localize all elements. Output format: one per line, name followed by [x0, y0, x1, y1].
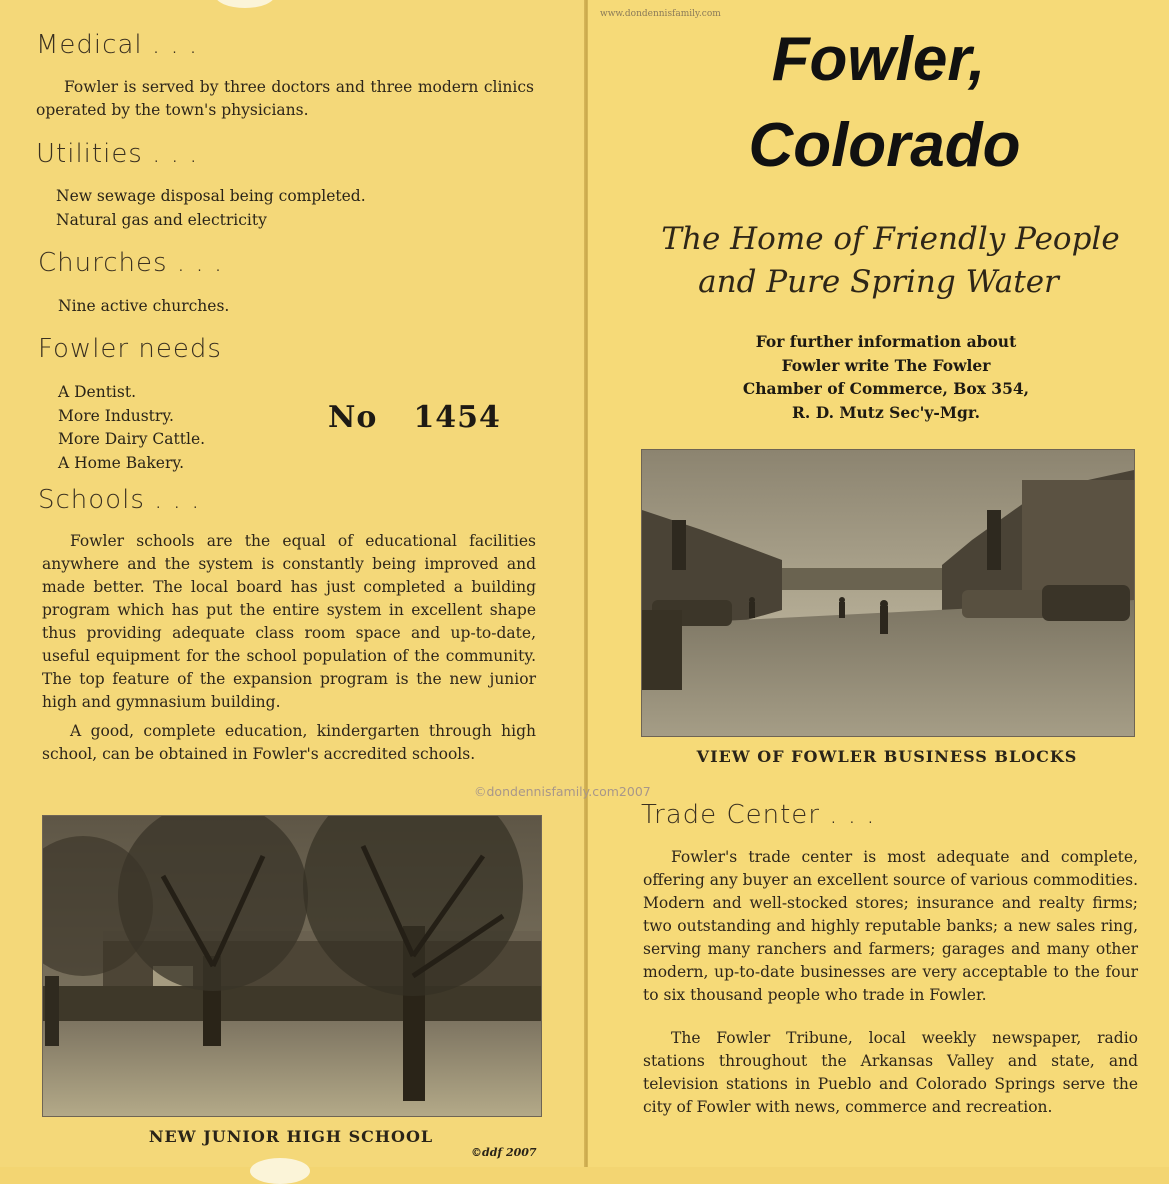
utilities-line: Natural gas and electricity: [56, 210, 267, 229]
title-line-2: Colorado: [748, 111, 1021, 180]
schools-paragraph: Fowler schools are the equal of educational facilities anywhere and the system is constantly being improved and made better. The local board has just completed a building program which has put the entire system in excellent shape thus providing adequate class room space and up-to-date, useful equipment for the school population of the community. The top feature of the expansion program is the new junior high and gymnasium building.: [42, 532, 536, 711]
churches-text: Nine active churches.: [58, 297, 230, 315]
trade-center-heading: Trade Center . . .: [641, 800, 876, 830]
watermark: ©dondennisfamily.com2007: [474, 784, 651, 799]
utilities-list: [56, 185, 366, 232]
tagline-line-1: The Home of Friendly People: [661, 221, 1120, 257]
needs-item: A Dentist.: [58, 383, 136, 401]
needs-item: More Industry.: [58, 406, 174, 425]
contact-info: [588, 330, 1169, 424]
business-blocks-caption: VIEW OF FOWLER BUSINESS BLOCKS: [696, 747, 1078, 766]
site-url: www.dondennisfamily.com: [600, 9, 721, 19]
punch-hole-bottom: [250, 1158, 310, 1184]
needs-list: [58, 381, 205, 475]
school-photo-image: [43, 816, 541, 1116]
junior-high-photo: [42, 815, 542, 1117]
churches-heading: Churches . . .: [38, 248, 224, 278]
needs-item: A Home Bakery.: [58, 453, 184, 472]
serial-prefix: No: [328, 400, 378, 435]
trade-paragraph: Fowler's trade center is most adequate and complete, offering any buyer an excellent source of various commodities. Modern and well-stocked stores; insurance and realty firms; two outstanding and highly reputable banks; a new sales ring, serving many ranchers and farmers; garages and many other modern, up-to-date businesses are very acceptable to the four to six thousand people who trade in Fowler.: [643, 848, 1138, 1004]
schools-heading: Schools . . .: [38, 485, 201, 515]
needs-item: More Dairy Cattle.: [58, 430, 206, 448]
contact-line: R. D. Mutz Sec'y-Mgr.: [792, 402, 980, 422]
business-blocks-photo: [641, 449, 1135, 737]
medical-text: Fowler is served by three doctors and three modern clinics operated by the town's physicians.: [36, 78, 534, 119]
serial-value: 1454: [413, 400, 501, 435]
utilities-line: New sewage disposal being completed.: [56, 187, 366, 205]
contact-line: For further information about: [755, 332, 1017, 351]
contact-line: Chamber of Commerce, Box 354,: [742, 379, 1030, 398]
trade-center-text: [643, 846, 1138, 1119]
utilities-heading: Utilities . . .: [36, 139, 199, 169]
schools-text: [42, 530, 536, 766]
left-panel: [0, 0, 586, 1167]
signature: ©ddf 2007: [471, 1146, 537, 1159]
street-photo-image: [642, 450, 1134, 736]
tagline-line-2: and Pure Spring Water: [698, 264, 1059, 300]
contact-line: Fowler write The Fowler: [781, 355, 991, 375]
schools-paragraph: A good, complete education, kindergarten through high school, can be obtained in Fowler's accredited schools.: [42, 722, 536, 763]
title-line-1: Fowler,: [771, 25, 986, 94]
junior-high-caption: NEW JUNIOR HIGH SCHOOL: [148, 1127, 434, 1146]
punch-hole-top: [215, 0, 275, 8]
medical-heading: Medical . . .: [36, 30, 199, 60]
trade-paragraph: The Fowler Tribune, local weekly newspaper, radio stations throughout the Arkansas Valley and state, and television stations in Pueblo and Colorado Springs serve the city of Fowler with news, commerce and recreation.: [643, 1029, 1138, 1116]
needs-heading: Fowler needs: [38, 334, 222, 364]
serial-number: [328, 400, 501, 435]
right-panel: [588, 0, 1169, 1167]
